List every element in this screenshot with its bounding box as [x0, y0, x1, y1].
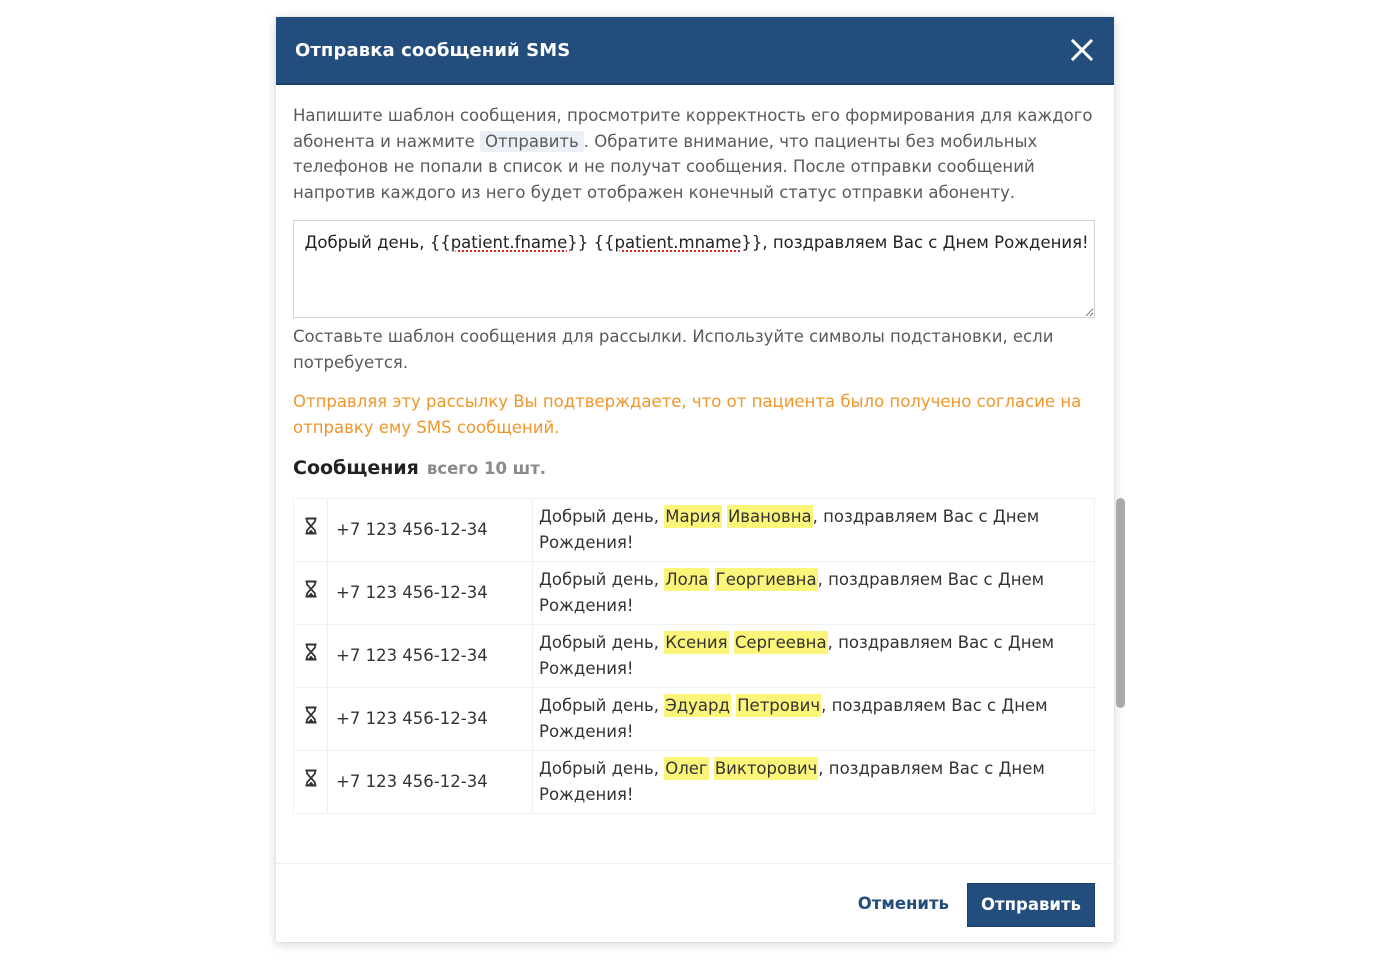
hourglass-icon — [304, 517, 318, 535]
message-row — [294, 498, 1095, 561]
template-prefix: Добрый день, {{ — [304, 232, 451, 252]
intro-part1: Напишите шаблон сообщения, просмотрите корректность его формирования для каждого абонента и нажмите — [293, 106, 1093, 151]
dialog-footer — [276, 863, 1114, 942]
intro-text — [293, 103, 1096, 205]
message-suffix: , поздравляем Вас с Днем Рождения! — [539, 570, 1045, 615]
sms-dialog — [276, 17, 1114, 942]
hourglass-icon — [304, 580, 318, 598]
message-preview — [533, 624, 1095, 687]
send-button[interactable]: Отправить — [967, 883, 1095, 927]
highlighted-first-name: Ксения — [665, 633, 728, 652]
template-var-fname: patient.fname — [450, 232, 568, 252]
highlighted-first-name: Лола — [665, 570, 709, 589]
message-row — [294, 687, 1095, 750]
message-preview — [533, 498, 1095, 561]
message-suffix: , поздравляем Вас с Днем Рождения! — [539, 633, 1055, 678]
message-greeting: Добрый день, — [539, 633, 665, 652]
dialog-title: Отправка сообщений SMS — [295, 39, 571, 61]
message-greeting: Добрый день, — [539, 507, 665, 526]
status-cell — [294, 498, 328, 561]
message-suffix: , поздравляем Вас с Днем Рождения! — [539, 759, 1045, 804]
hourglass-icon — [304, 643, 318, 661]
send-button-reference: Отправить — [480, 131, 584, 152]
template-field-wrap — [293, 220, 1096, 318]
template-suffix: }}, поздравляем Вас с Днем Рождения! — [741, 232, 1089, 252]
message-greeting: Добрый день, — [539, 759, 665, 778]
close-icon — [1071, 39, 1093, 61]
message-preview — [533, 750, 1095, 813]
messages-title: Сообщения — [293, 457, 419, 479]
message-suffix: , поздравляем Вас с Днем Рождения! — [539, 507, 1040, 552]
message-row — [294, 624, 1095, 687]
messages-table — [293, 498, 1095, 814]
highlighted-first-name: Эдуард — [665, 696, 730, 715]
status-cell — [294, 687, 328, 750]
phone-cell — [328, 687, 533, 750]
message-greeting: Добрый день, — [539, 696, 665, 715]
messages-list — [293, 498, 1096, 818]
messages-section-header — [293, 456, 1096, 482]
phone-cell — [328, 750, 533, 813]
phone-number: +7 123 456-12-34 — [336, 645, 488, 665]
phone-cell — [328, 498, 533, 561]
messages-scrollbar[interactable] — [1116, 498, 1125, 708]
hourglass-icon — [304, 706, 318, 724]
message-row — [294, 561, 1095, 624]
template-mid: }} {{ — [567, 232, 615, 252]
phone-number: +7 123 456-12-34 — [336, 519, 488, 539]
dialog-header — [276, 17, 1114, 85]
template-help-text: Составьте шаблон сообщения для рассылки. Используйте символы подстановки, если потребуется. — [293, 327, 1054, 372]
highlighted-middle-name: Ивановна — [727, 507, 812, 526]
message-preview — [533, 561, 1095, 624]
phone-number: +7 123 456-12-34 — [336, 582, 488, 602]
dialog-body — [276, 85, 1114, 818]
intro-part2: . Обратите внимание, что пациенты без мобильных телефонов не попали в список и не получат сообщения. После отправки сообщений напротив каждого из него будет отображен конечный статус отправки абоненту. — [293, 131, 1038, 202]
phone-cell — [328, 624, 533, 687]
message-greeting: Добрый день, — [539, 570, 665, 589]
highlighted-middle-name: Петрович — [737, 696, 821, 715]
highlighted-middle-name: Викторович — [714, 759, 818, 778]
message-suffix: , поздравляем Вас с Днем Рождения! — [539, 696, 1048, 741]
highlighted-middle-name: Сергеевна — [734, 633, 827, 652]
cancel-button[interactable]: Отменить — [858, 886, 949, 921]
hourglass-icon — [304, 769, 318, 787]
status-cell — [294, 750, 328, 813]
highlighted-first-name: Мария — [665, 507, 721, 526]
phone-number: +7 123 456-12-34 — [336, 708, 488, 728]
consent-warning: Отправляя эту рассылку Вы подтверждаете, что от пациента было получено согласие на отправку ему SMS сообщений. — [293, 392, 1082, 437]
template-input[interactable] — [293, 220, 1095, 318]
message-row — [294, 750, 1095, 813]
highlighted-first-name: Олег — [665, 759, 708, 778]
template-var-mname: patient.mname — [614, 232, 742, 252]
status-cell — [294, 561, 328, 624]
status-cell — [294, 624, 328, 687]
message-preview — [533, 687, 1095, 750]
phone-number: +7 123 456-12-34 — [336, 771, 488, 791]
close-button[interactable] — [1068, 36, 1096, 64]
messages-count: всего 10 шт. — [426, 459, 547, 478]
highlighted-middle-name: Георгиевна — [715, 570, 817, 589]
phone-cell — [328, 561, 533, 624]
